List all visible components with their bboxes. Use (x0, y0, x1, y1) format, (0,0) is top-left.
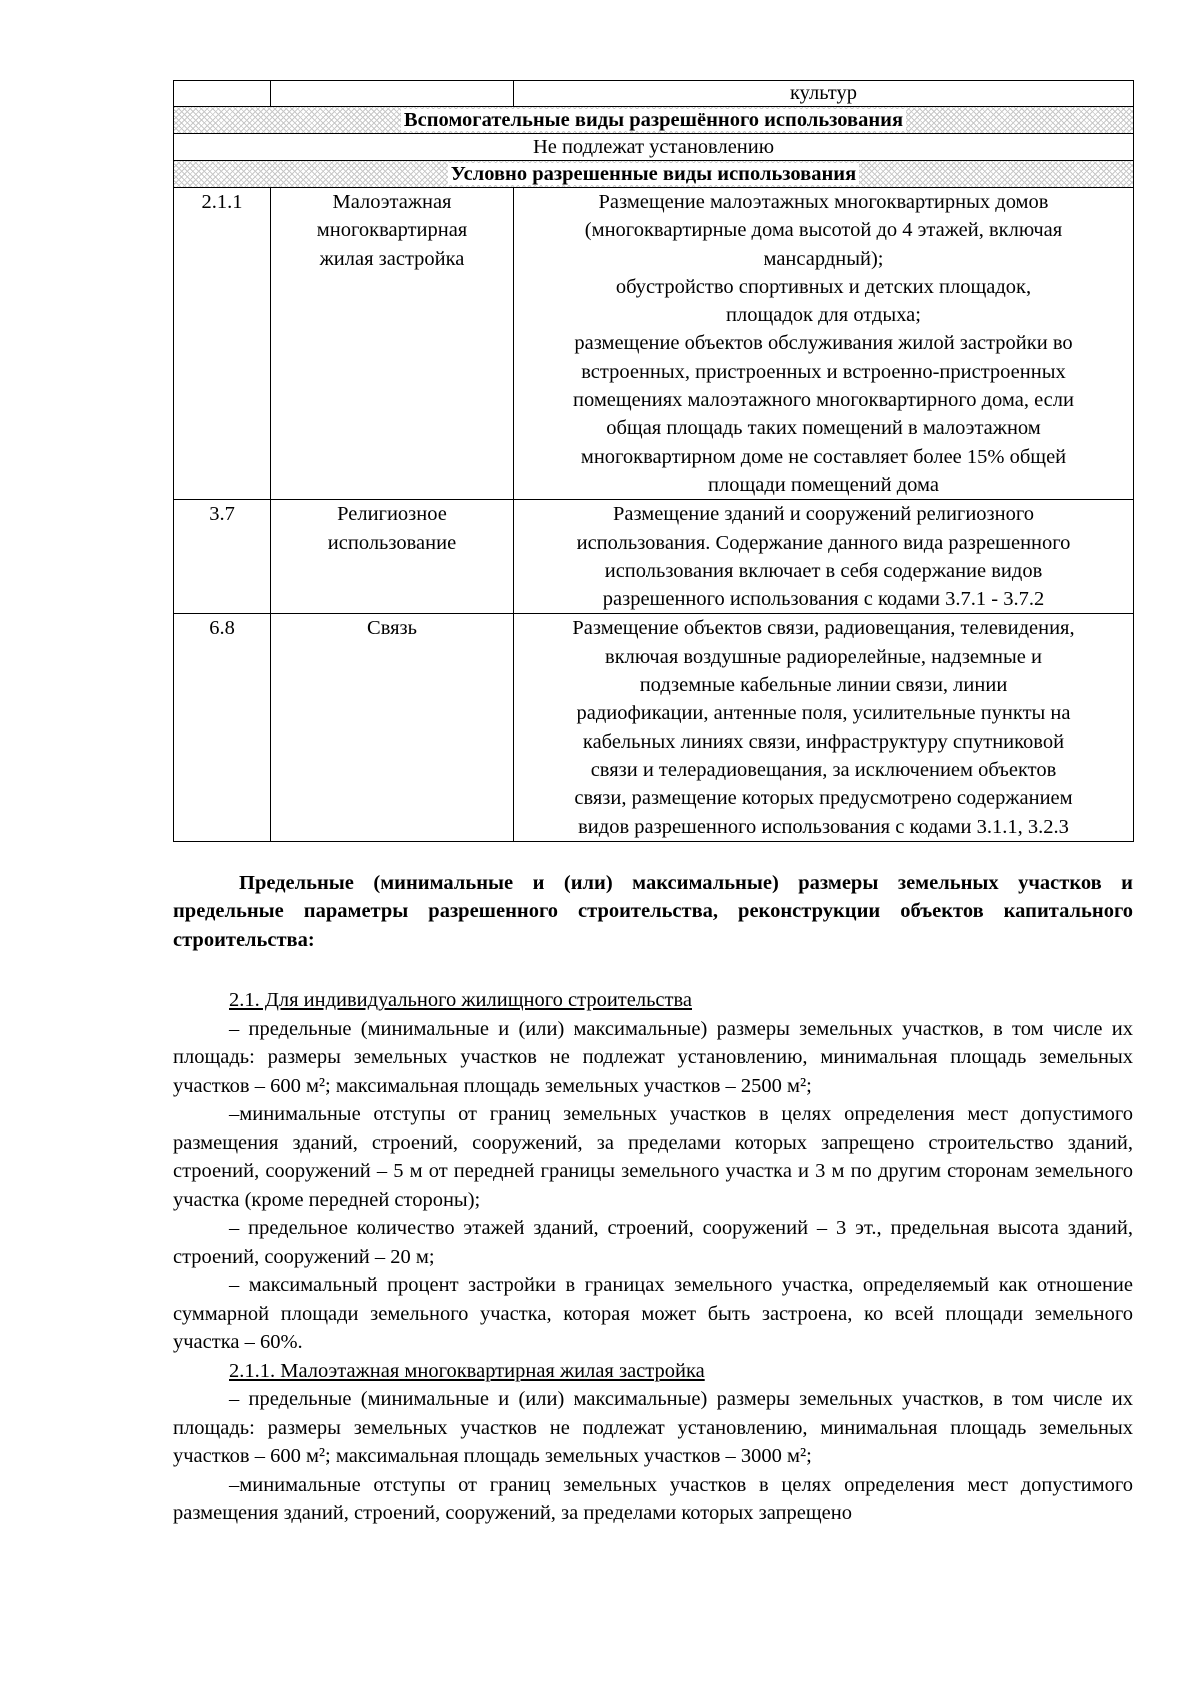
paragraph: – предельное количество этажей зданий, строений, сооружений – 3 эт., предельная высота зданий, строений, сооружений – 20 м; (173, 1217, 1133, 1268)
section-heading: Предельные (минимальные и (или) максимальные) размеры земельных участков и предельные параметры разрешенного строительства, реконструкции объектов капитального строительства: (173, 871, 1133, 951)
paragraph: –минимальные отступы от границ земельных участков в целях определения мест допустимого размещения зданий, строений, сооружений, за пределами которых запрещено (173, 1473, 1133, 1525)
name-cell: Малоэтажная многоквартирная жилая застройка (271, 188, 514, 500)
section-title: 2.1. Для индивидуального жилищного строительства (229, 989, 692, 1012)
cond-header-row (174, 161, 1134, 188)
aux-note-row (174, 134, 1134, 161)
section-lowrise (173, 1357, 1133, 1528)
code-cell: 3.7 (174, 500, 271, 614)
table-row (174, 188, 1134, 500)
code-cell (174, 81, 271, 107)
description-cell: Размещение зданий и сооружений религиозного использования. Содержание данного вида разрешенного использования включает в себя содержание видов разрешенного использования с кодами 3.7.1 - 3.7.2 (514, 500, 1134, 614)
aux-header-row (174, 107, 1134, 134)
paragraph: – предельные (минимальные и (или) максимальные) размеры земельных участков, в том числе их площадь: размеры земельных участков не подлежат установлению, минимальная площадь земельных участков – 600 м²; максимальная площадь земельных участков – 3000 м²; (173, 1388, 1133, 1468)
aux-note: Не подлежат установлению (174, 134, 1134, 161)
paragraph: –минимальные отступы от границ земельных участков в целях определения мест допустимого размещения зданий, строений, сооружений, за пределами которых запрещено строительство зданий, строений, сооружений – 5 м от передней границы земельного участка и 3 м по другим сторонам земельного участка (кроме передней стороны); (173, 1103, 1133, 1211)
description-cell: Размещение малоэтажных многоквартирных домов (многоквартирные дома высотой до 4 этажей, включая мансардный); обустройство спортивных и детских площадок, площадок для отдыха; размещение объектов обслуживания жилой застройки во встроенных, пристроенных и встроенно-пристроенных помещениях малоэтажного многоквартирного дома, если общая площадь таких помещений в малоэтажном многоквартирном доме не составляет более 15% общей площади помещений дома (514, 188, 1134, 500)
code-cell: 6.8 (174, 614, 271, 841)
paragraph: – предельные (минимальные и (или) максимальные) размеры земельных участков, в том числе их площадь: размеры земельных участков не подлежат установлению, минимальная площадь земельных участков – 600 м²; максимальная площадь земельных участков – 2500 м²; (173, 1017, 1133, 1097)
code-cell: 2.1.1 (174, 188, 271, 500)
paragraph: – максимальный процент застройки в границах земельного участка, определяемый как отношение суммарной площади земельного участка, которая может быть застроена, ко всей площади земельного участка – 60%. (173, 1274, 1133, 1354)
name-cell: Связь (271, 614, 514, 841)
description-cell: Размещение объектов связи, радиовещания, телевидения, включая воздушные радиорелейные, надземные и подземные кабельные линии связи, линии радиофикации, антенные поля, усилительные пункты на кабельных линиях связи, инфраструктуру спутниковой связи и телерадиовещания, за исключением объектов связи, размещение которых предусмотрено содержанием видов разрешенного использования с кодами 3.1.1, 3.2.3 (514, 614, 1134, 841)
land-use-table (173, 80, 1134, 842)
name-cell: Религиозное использование (271, 500, 514, 614)
aux-header: Вспомогательные виды разрешённого использования (401, 109, 906, 131)
cond-header: Условно разрешенные виды использования (448, 163, 859, 185)
table-row (174, 614, 1134, 841)
section-ijs (173, 986, 1133, 1357)
description-cell: культур (514, 81, 1134, 107)
table-row (174, 81, 1134, 107)
table-row (174, 500, 1134, 614)
name-cell (271, 81, 514, 107)
document-page (173, 80, 1133, 1528)
section-title: 2.1.1. Малоэтажная многоквартирная жилая застройка (229, 1359, 705, 1382)
